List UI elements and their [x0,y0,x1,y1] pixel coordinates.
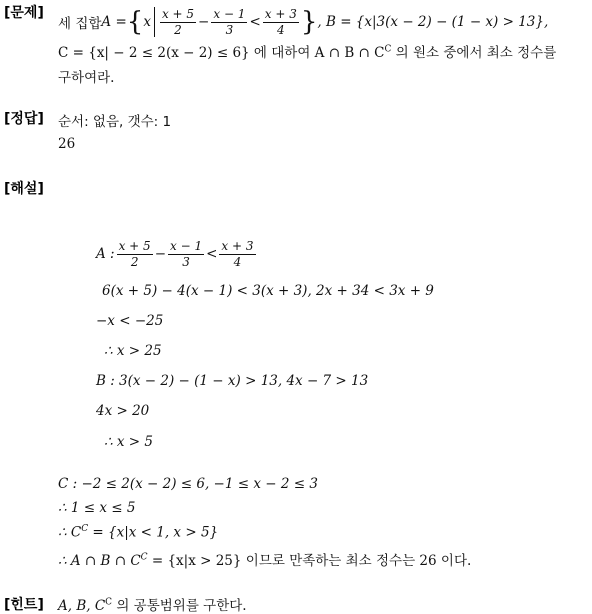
solution-tag: [해설] [4,181,44,197]
answer-tag: [정답] [4,111,44,127]
solution-step-3: −x < −25 [96,313,164,329]
less-than-sign: < [249,14,261,30]
c3-prefix: ∴ C [58,524,82,541]
problem-line-3: 구하여라. [58,70,115,86]
c4-prefix: ∴ A ∩ B ∩ C [58,553,141,569]
solution-c-2: ∴ 1 ≤ x ≤ 5 [58,500,136,516]
problem-intro: 세 집합 [58,16,102,32]
answer-meta: 순서: 없음, 갯수: 1 [58,114,172,130]
set-bar [154,7,155,37]
set-a-label: A = [101,14,127,30]
solution-step-6: 4x > 20 [96,403,150,419]
problem-question: 의 원소 중에서 최소 정수를 [391,45,557,61]
step-a-minus: − [154,246,166,262]
set-c-definition: C = {x| − 2 ≤ 2(x − 2) ≤ 6} 에 대하여 A ∩ B ∩ C [58,45,385,61]
set-b-definition: , B = {x|3(x − 2) − (1 − x) > 13}, [317,14,549,30]
brace-open: { [126,7,144,37]
c4-suffix: = {x|x > 25} 이므로 만족하는 최소 정수는 26 이다. [147,553,472,569]
minus-sign: − [198,14,210,30]
solution-step-5: B : 3(x − 2) − (1 − x) > 13, 4x − 7 > 13 [96,373,369,389]
hint-text [58,594,247,614]
solution-step-4: ∴ x > 25 [104,343,162,359]
complement-sup: C [384,44,392,55]
problem-tag: [문제] [4,5,44,21]
brace-close: } [300,7,318,37]
set-a-var: x [143,14,151,30]
step-a-fraction-2: $\frac{x - 1}{3}$ [170,238,203,269]
solution-c-3 [58,524,218,541]
hint-body: 의 공통범위를 구한다. [112,598,247,614]
hint-sup: C [105,597,113,608]
fraction-1: $\frac{x + 5}{2}$ [161,6,195,37]
answer-value: 26 [58,136,76,152]
step-a-fraction-1: $\frac{x + 5}{2}$ [118,238,151,269]
solution-step-a [96,236,258,272]
solution-c-1: C : −2 ≤ 2(x − 2) ≤ 6, −1 ≤ x − 2 ≤ 3 [58,476,318,492]
hint-tag: [힌트] [4,597,44,613]
hint-sets: A, B, C [58,598,106,614]
c3-suffix: = {x|x < 1, x > 5} [88,524,219,541]
c3-sup: C [81,524,89,534]
problem-line-2 [58,41,556,61]
fraction-2: $\frac{x - 1}{3}$ [213,6,246,37]
solution-conclusion [58,549,471,569]
c4-sup: C [140,552,148,563]
problem-line-1 [58,2,548,42]
step-a-lt: < [206,246,218,262]
step-a-label: A : [96,246,115,262]
fraction-3: $\frac{x + 3}{4}$ [264,6,297,37]
step-a-fraction-3: $\frac{x + 3}{4}$ [221,238,254,269]
solution-step-7: ∴ x > 5 [104,434,153,450]
solution-step-2: 6(x + 5) − 4(x − 1) < 3(x + 3), 2x + 34 < 3x + 9 [102,283,434,299]
